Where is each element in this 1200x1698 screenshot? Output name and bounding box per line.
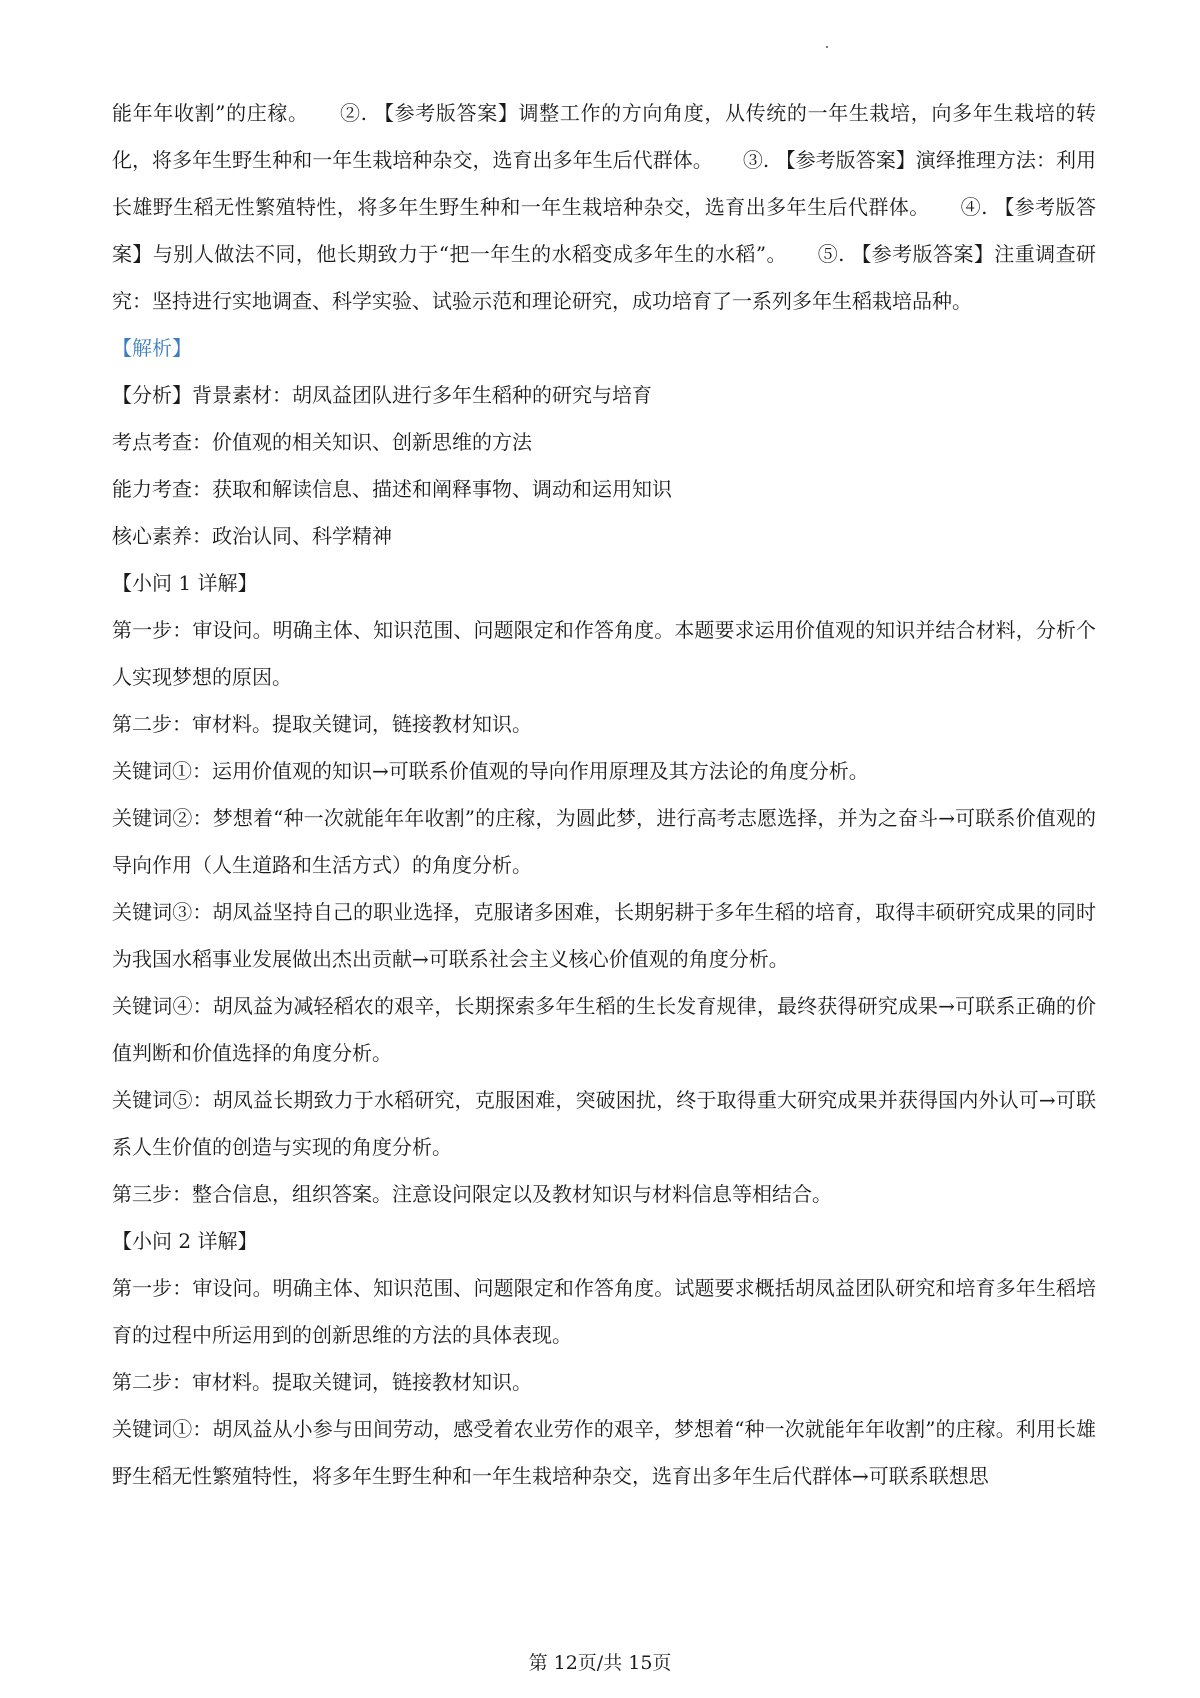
q1-step-1: 第一步：审设问。明确主体、知识范围、问题限定和作答角度。本题要求运用价值观的知识并结合材料，分析个人实现梦想的原因。 bbox=[112, 618, 1096, 689]
q1-step-2: 第二步：审材料。提取关键词，链接教材知识。 bbox=[112, 712, 532, 736]
answers-continued-paragraph: 能年年收割”的庄稼。 ②. 【参考版答案】调整工作的方向角度，从传统的一年生栽培，向多年生栽培的转化，将多年生野生种和一年生栽培种杂交，选育出多年生后代群体。 ③. 【参考版答案】演绎推理方法：利用长雄野生稻无性繁殖特性，将多年生野生种和一年生栽培种杂交，选育出多年生后代群体。 ④. 【参考版答案】与别人做法不同，他长期致力于“把一年生的水稻变成多年生的水稻”。 ⑤. 【参考版答案】注重调查研究：坚持进行实地调查、科学实验、试验示范和理论研究，成功培育了一系列多年生稻栽培品种。 bbox=[112, 101, 1096, 313]
q1-keyword-1: 关键词①：运用价值观的知识→可联系价值观的导向作用原理及其方法论的角度分析。 bbox=[112, 759, 869, 783]
q1-keyword-5: 关键词⑤：胡凤益长期致力于水稻研究，克服困难，突破困扰，终于取得重大研究成果并获得国内外认可→可联系人生价值的创造与实现的角度分析。 bbox=[112, 1088, 1096, 1159]
q2-step-1: 第一步：审设问。明确主体、知识范围、问题限定和作答角度。试题要求概括胡凤益团队研究和培育多年生稻培育的过程中所运用到的创新思维的方法的具体表现。 bbox=[112, 1276, 1096, 1347]
q1-keyword-3: 关键词③：胡凤益坚持自己的职业选择，克服诸多困难，长期躬耕于多年生稻的培育，取得丰硕研究成果的同时为我国水稻事业发展做出杰出贡献→可联系社会主义核心价值观的角度分析。 bbox=[112, 900, 1096, 971]
q2-step-2: 第二步：审材料。提取关键词，链接教材知识。 bbox=[112, 1370, 532, 1394]
q1-step-3: 第三步：整合信息，组织答案。注意设问限定以及教材知识与材料信息等相结合。 bbox=[112, 1182, 832, 1206]
q1-keyword-2: 关键词②：梦想着“种一次就能年年收割”的庄稼，为圆此梦，进行高考志愿选择，并为之奋斗→可联系价值观的导向作用（人生道路和生活方式）的角度分析。 bbox=[112, 806, 1096, 877]
scan-dot-mark bbox=[826, 46, 828, 48]
page-footer: 第 12页/共 15页 bbox=[528, 1652, 672, 1674]
q2-keyword-1: 关键词①：胡凤益从小参与田间劳动，感受着农业劳作的艰辛，梦想着“种一次就能年年收割”的庄稼。利用长雄野生稻无性繁殖特性，将多年生野生种和一年生栽培种杂交，选育出多年生后代群体→可联系联想思 bbox=[112, 1417, 1096, 1488]
analysis-summary-line: 【分析】背景素材：胡凤益团队进行多年生稻种的研究与培育 bbox=[112, 383, 652, 407]
sub-question-1-heading: 【小问 1 详解】 bbox=[112, 571, 258, 595]
analysis-heading: 【解析】 bbox=[112, 336, 192, 360]
ability-line: 能力考查：获取和解读信息、描述和阐释事物、调动和运用知识 bbox=[112, 477, 672, 501]
sub-question-2-heading: 【小问 2 详解】 bbox=[112, 1229, 258, 1253]
core-literacy-line: 核心素养：政治认同、科学精神 bbox=[112, 524, 392, 548]
test-point-line: 考点考查：价值观的相关知识、创新思维的方法 bbox=[112, 430, 532, 454]
q1-keyword-4: 关键词④：胡凤益为减轻稻农的艰辛，长期探索多年生稻的生长发育规律，最终获得研究成果→可联系正确的价值判断和价值选择的角度分析。 bbox=[112, 994, 1096, 1065]
document-body bbox=[112, 90, 1096, 1500]
